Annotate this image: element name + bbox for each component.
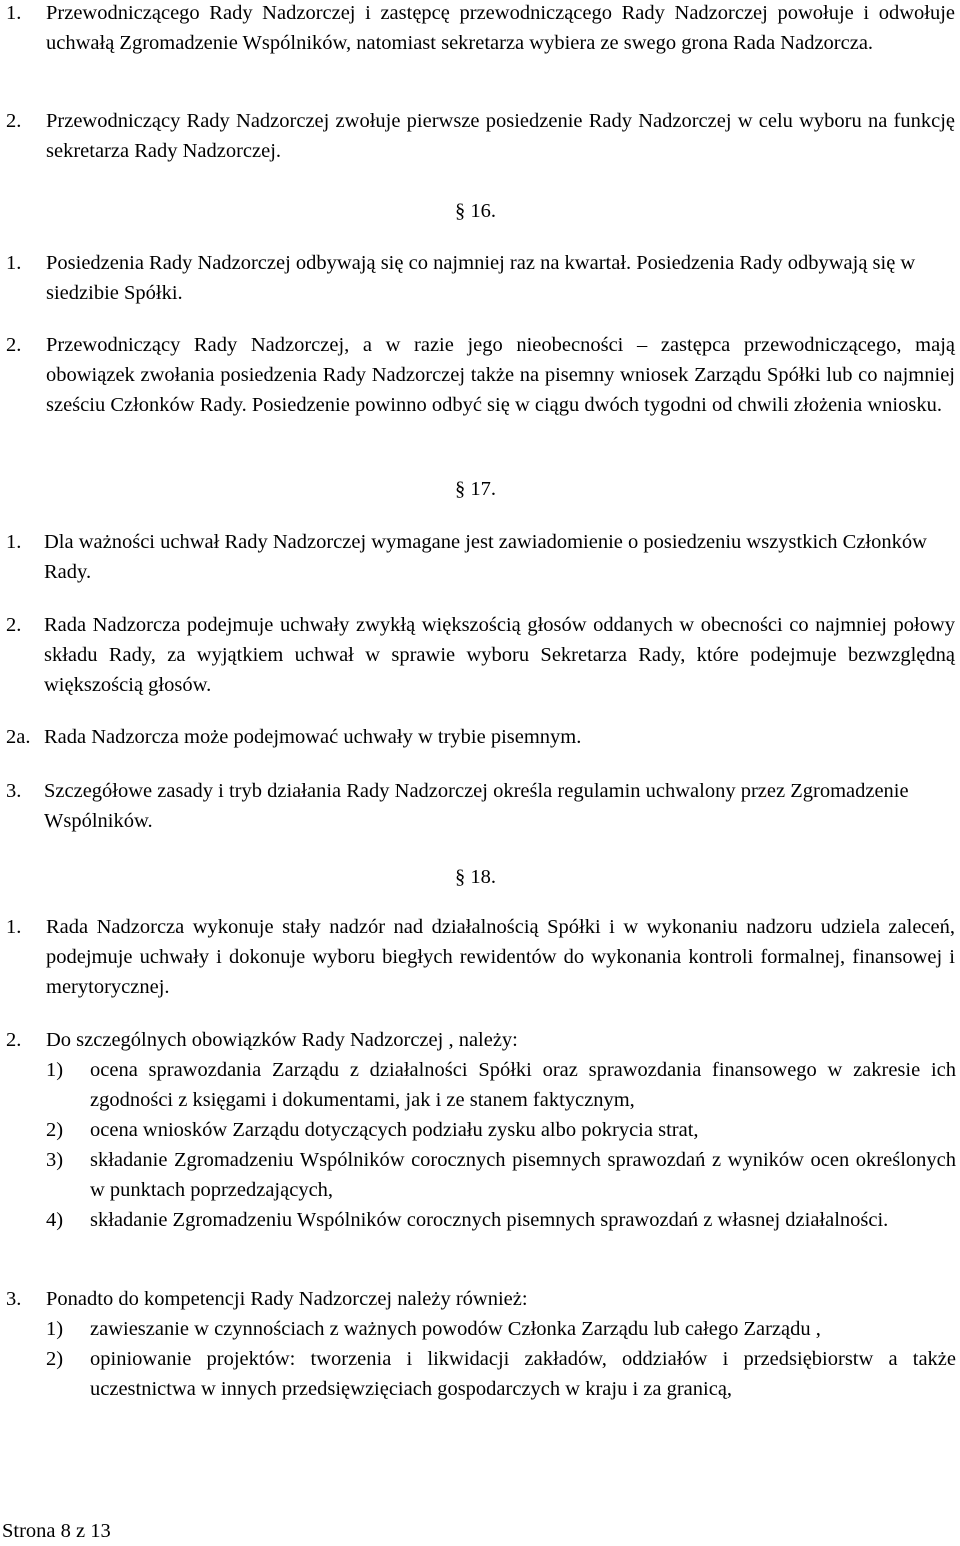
paragraph-text: Przewodniczący Rady Nadzorczej zwołuje pierwsze posiedzenie Rady Nadzorczej w celu wyboru na funkcję sekretarza Rady Nadzorczej. <box>46 110 955 162</box>
paragraph-number: 2. <box>6 334 22 356</box>
paragraph-text: Dla ważności uchwał Rady Nadzorczej wymagane jest zawiadomienie o posiedzeniu wszystkich Członków Rady. <box>44 531 927 583</box>
paragraph-text: Szczegółowe zasady i tryb działania Rady Nadzorczej określa regulamin uchwalony przez Zgromadzenie Wspólników. <box>44 780 909 832</box>
paragraph-number: 2. <box>6 614 22 636</box>
list-item-number: 2) <box>46 1348 64 1370</box>
list-item <box>46 1145 956 1205</box>
section-heading-17: § 17. <box>455 478 496 500</box>
list-item-number: 1) <box>46 1059 64 1081</box>
paragraph-number: 3. <box>6 1288 22 1310</box>
paragraph-number: 2a. <box>6 726 31 748</box>
list-item-text: ocena wniosków Zarządu dotyczących podziału zysku albo pokrycia strat, <box>90 1119 699 1141</box>
paragraph-18-1 <box>0 912 955 1002</box>
list-item-text: ocena sprawozdania Zarządu z działalności Spółki oraz sprawozdania finansowego w zakresie ich zgodności z księgami i dokumentami, jak i ze stanem faktycznym, <box>90 1059 956 1111</box>
list-item-text: składanie Zgromadzeniu Wspólników corocznych pisemnych sprawozdań z wyników ocen określonych w punktach poprzedzających, <box>90 1149 956 1201</box>
paragraph-18-2 <box>0 1025 955 1055</box>
list-item <box>46 1115 956 1145</box>
paragraph-number: 1. <box>6 2 22 24</box>
paragraph-18-3-list <box>46 1314 956 1404</box>
paragraph-number: 2. <box>6 1029 22 1051</box>
paragraph-text: Rada Nadzorcza może podejmować uchwały w trybie pisemnym. <box>44 726 582 748</box>
paragraph-text: Rada Nadzorcza wykonuje stały nadzór nad działalnością Spółki i w wykonaniu nadzoru udziela zaleceń, podejmuje uchwały i dokonuje wyboru biegłych rewidentów do wykonania kontroli formalnej, finansowej i merytorycznej. <box>46 916 955 998</box>
list-item-number: 2) <box>46 1119 64 1141</box>
section-heading-16: § 16. <box>455 200 496 222</box>
list-item-text: opiniowanie projektów: tworzenia i likwidacji zakładów, oddziałów i przedsiębiorstw a także uczestnictwa w innych przedsięwzięciach gospodarczych w kraju i za granicą, <box>90 1348 956 1400</box>
list-item <box>46 1314 956 1344</box>
paragraph-17-1 <box>0 527 955 587</box>
paragraph-16-1 <box>0 248 955 308</box>
paragraph-text: Ponadto do kompetencji Rady Nadzorczej należy również: <box>46 1288 528 1310</box>
paragraph-17-3 <box>0 776 955 836</box>
paragraph-17-2a <box>0 722 955 752</box>
paragraph-number: 3. <box>6 780 22 802</box>
list-item-number: 1) <box>46 1318 64 1340</box>
list-item <box>46 1055 956 1115</box>
list-item <box>46 1205 956 1235</box>
paragraph-number: 1. <box>6 252 22 274</box>
section-heading-18: § 18. <box>455 866 496 888</box>
list-item-text: zawieszanie w czynnościach z ważnych powodów Członka Zarządu lub całego Zarządu , <box>90 1318 821 1340</box>
list-item-number: 4) <box>46 1209 64 1231</box>
paragraph-text: Przewodniczący Rady Nadzorczej, a w razie jego nieobecności – zastępca przewodniczącego, mają obowiązek zwołania posiedzenia Rady Nadzorczej także na pisemny wniosek Zarządu Spółki lub co najmniej sześciu Członków Rady. Posiedzenie powinno odbyć się w ciągu dwóch tygodni od chwili złożenia wniosku. <box>46 334 955 416</box>
paragraph-text: Posiedzenia Rady Nadzorczej odbywają się co najmniej raz na kwartał. Posiedzenia Rady odbywają się w siedzibie Spółki. <box>46 252 916 304</box>
paragraph-16-2 <box>0 330 955 420</box>
list-item <box>46 1344 956 1404</box>
page-number-footer: Strona 8 z 13 <box>2 1520 111 1542</box>
paragraph-18-2-list <box>46 1055 956 1235</box>
paragraph-number: 1. <box>6 916 22 938</box>
list-item-text: składanie Zgromadzeniu Wspólników corocznych pisemnych sprawozdań z własnej działalności. <box>90 1209 889 1231</box>
list-item-number: 3) <box>46 1149 64 1171</box>
paragraph-number: 2. <box>6 110 22 132</box>
paragraph-15-1 <box>0 0 955 58</box>
paragraph-17-2 <box>0 610 955 700</box>
paragraph-text: Przewodniczącego Rady Nadzorczej i zastępcę przewodniczącego Rady Nadzorczej powołuje i odwołuje uchwałą Zgromadzenie Wspólników, natomiast sekretarza wybiera ze swego grona Rada Nadzorcza. <box>46 2 955 54</box>
paragraph-text: Do szczególnych obowiązków Rady Nadzorczej , należy: <box>46 1029 518 1051</box>
paragraph-18-3 <box>0 1284 955 1314</box>
paragraph-text: Rada Nadzorcza podejmuje uchwały zwykłą większością głosów oddanych w obecności co najmniej połowy składu Rady, za wyjątkiem uchwał w sprawie wyboru Sekretarza Rady, które podejmuje bezwzględną większością głosów. <box>44 614 955 696</box>
paragraph-15-2 <box>0 106 955 166</box>
paragraph-number: 1. <box>6 531 22 553</box>
